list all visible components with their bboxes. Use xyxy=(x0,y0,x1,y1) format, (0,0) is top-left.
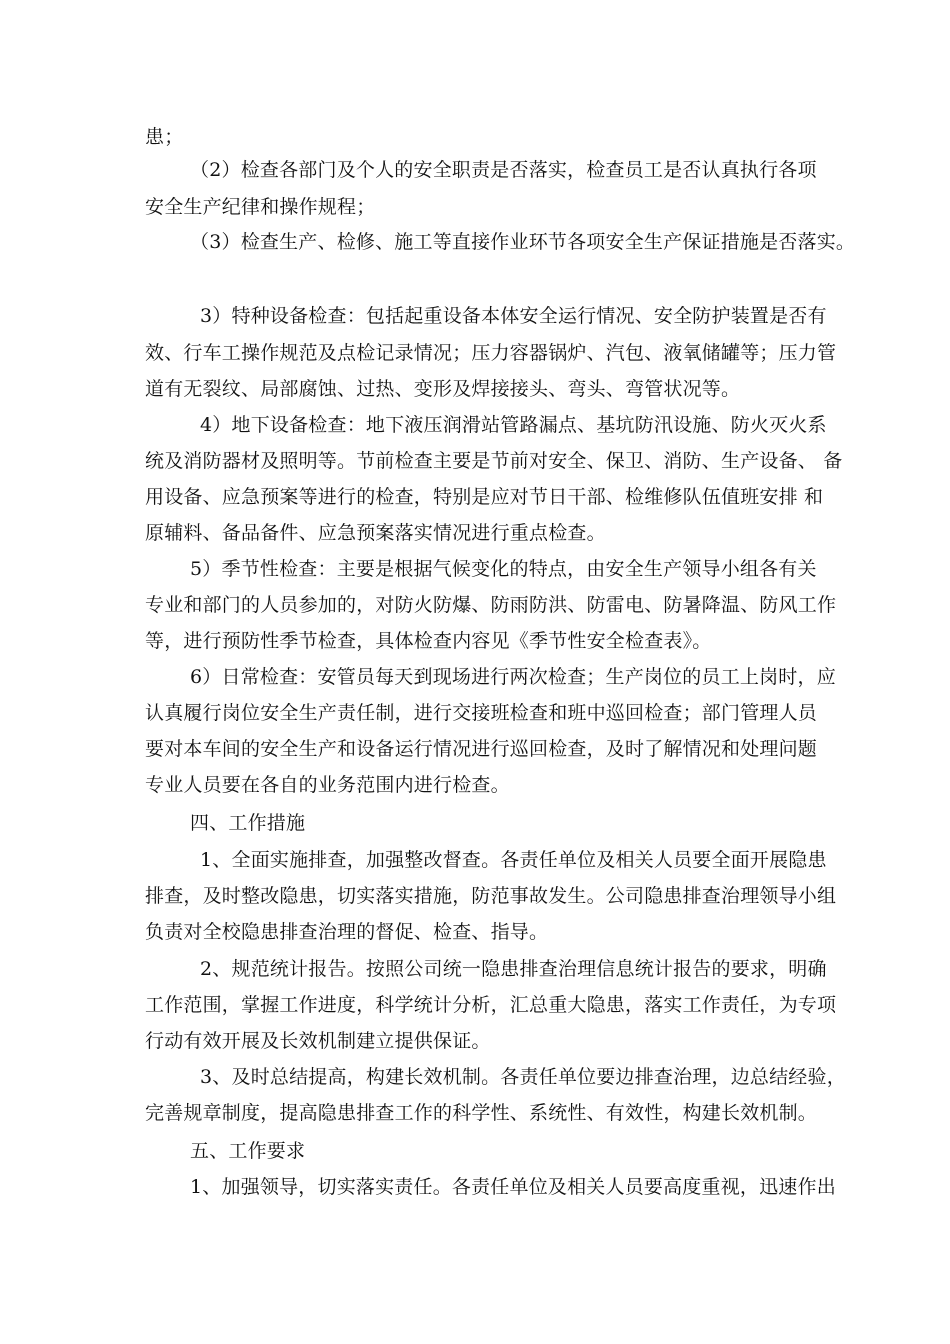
text-line: 工作范围，掌握工作进度，科学统计分析，汇总重大隐患，落实工作责任，为专项 xyxy=(145,994,837,1016)
text-line: 行动有效开展及长效机制建立提供保证。 xyxy=(145,1030,491,1052)
text-line: 1、全面实施排查，加强整改督查。各责任单位及相关人员要全面开展隐患 xyxy=(200,849,827,871)
text-line: 安全生产纪律和操作规程； xyxy=(145,196,376,218)
text-line: 用设备、应急预案等进行的检查，特别是应对节日干部、检维修队伍值班安排 和 xyxy=(145,486,824,508)
section-heading: 四、工作措施 xyxy=(190,812,306,834)
text-line: 患； xyxy=(145,126,184,148)
text-line: 要对本车间的安全生产和设备运行情况进行巡回检查，及时了解情况和处理问题 xyxy=(145,738,818,760)
text-line: 统及消防器材及照明等。节前检查主要是节前对安全、保卫、消防、生产设备、 备 xyxy=(145,450,843,472)
text-line: 3、及时总结提高，构建长效机制。各责任单位要边排查治理，边总结经验， xyxy=(200,1066,846,1088)
text-line: 完善规章制度，提高隐患排查工作的科学性、系统性、有效性，构建长效机制。 xyxy=(145,1102,818,1124)
text-line: （2）检查各部门及个人的安全职责是否落实，检查员工是否认真执行各项 xyxy=(190,159,817,181)
text-line: 排查，及时整改隐患，切实落实措施，防范事故发生。公司隐患排查治理领导小组 xyxy=(145,885,837,907)
text-line: （3）检查生产、检修、施工等直接作业环节各项安全生产保证措施是否落实。 xyxy=(190,231,856,253)
text-line: 5）季节性检查：主要是根据气候变化的特点，由安全生产领导小组各有关 xyxy=(190,558,817,580)
text-line: 2、规范统计报告。按照公司统一隐患排查治理信息统计报告的要求，明确 xyxy=(200,958,827,980)
text-line: 等，进行预防性季节检查，具体检查内容见《季节性安全检查表》。 xyxy=(145,630,712,652)
text-line: 效、行车工操作规范及点检记录情况；压力容器锅炉、汽包、液氧储罐等；压力管 xyxy=(145,342,837,364)
text-line: 道有无裂纹、局部腐蚀、过热、变形及焊接接头、弯头、弯管状况等。 xyxy=(145,378,741,400)
text-line: 原辅料、备品备件、应急预案落实情况进行重点检查。 xyxy=(145,522,606,544)
text-line: 6）日常检查：安管员每天到现场进行两次检查；生产岗位的员工上岗时，应 xyxy=(190,666,836,688)
text-line: 1、加强领导，切实落实责任。各责任单位及相关人员要高度重视，迅速作出 xyxy=(190,1176,836,1198)
section-heading: 五、工作要求 xyxy=(190,1140,306,1162)
text-line: 3）特种设备检查：包括起重设备本体安全运行情况、安全防护装置是否有 xyxy=(200,305,827,327)
text-line: 认真履行岗位安全生产责任制，进行交接班检查和班中巡回检查；部门管理人员 xyxy=(145,702,818,724)
text-line: 专业人员要在各自的业务范围内进行检查。 xyxy=(145,774,510,796)
text-line: 4）地下设备检查：地下液压润滑站管路漏点、基坑防汛设施、防火灭火系 xyxy=(200,414,827,436)
text-line: 专业和部门的人员参加的，对防火防爆、防雨防洪、防雷电、防暑降温、防风工作 xyxy=(145,594,837,616)
text-line: 负责对全校隐患排查治理的督促、检查、指导。 xyxy=(145,921,549,943)
